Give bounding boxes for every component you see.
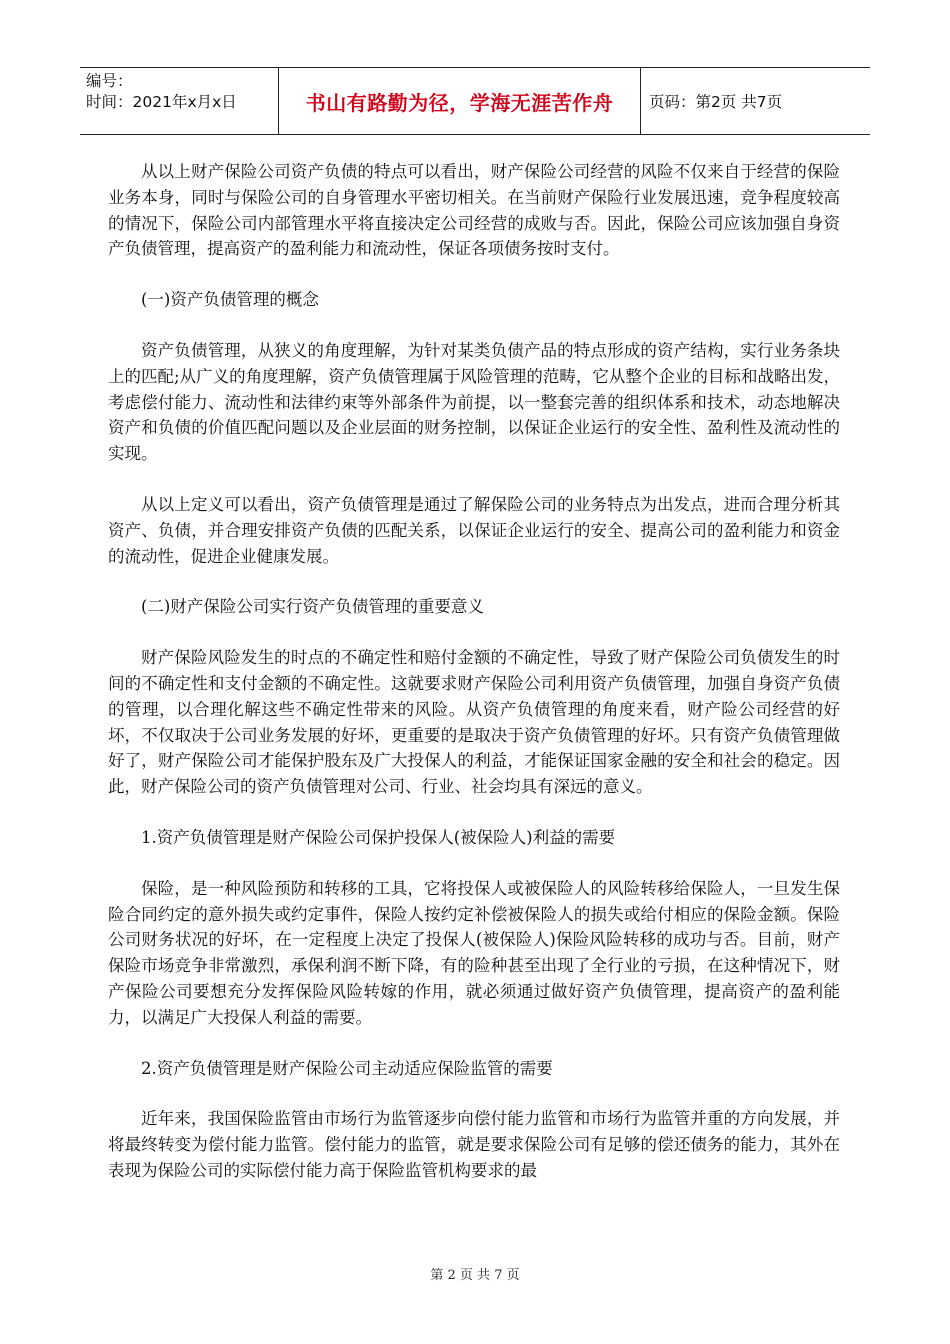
section-heading: (二)财产保险公司实行资产负债管理的重要意义 (141, 597, 484, 617)
document-number: 编号： (86, 72, 133, 90)
paragraph: 从以上定义可以看出，资产负债管理是通过了解保险公司的业务特点为出发点，进而合理分析其资产、负债，并合理安排资产负债的匹配关系，以保证企业运行的安全、提高公司的盈利能力和资金的流动性，促进企业健康发展。 (108, 494, 840, 566)
paragraph: 资产负债管理，从狭义的角度理解，为针对某类负债产品的特点形成的资产结构，实行业务条块上的匹配;从广义的角度理解，资产负债管理属于风险管理的范畴，它从整个企业的目标和战略出发，考虑偿付能力、流动性和法律约束等外部条件为前提，以一整套完善的组织体系和技术，动态地解决资产和负债的价值匹配问题以及企业层面的财务控制，以保证企业运行的安全性、盈利性及流动性的实现。 (108, 340, 840, 464)
page-footer: 第 2 页 共 7 页 (430, 1268, 520, 1283)
section-heading: 1.资产负债管理是财产保险公司保护投保人(被保险人)利益的需要 (141, 827, 616, 847)
header-motto: 书山有路勤为径，学海无涯苦作舟 (278, 68, 641, 134)
paragraph: 保险，是一种风险预防和转移的工具，它将投保人或被保险人的风险转移给保险人，一旦发生保险合同约定的意外损失或约定事件，保险人按约定补偿被保险人的损失或给付相应的保险金额。保险公司财务状况的好坏，在一定程度上决定了投保人(被保险人)保险风险转移的成功与否。目前，财产保险市场竞争非常激烈，承保利润不断下降，有的险种甚至出现了全行业的亏损，在这种情况下，财产保险公司要想充分发挥保险风险转嫁的作用，就必须通过做好资产负债管理，提高资产的盈利能力，以满足广大投保人利益的需要。 (108, 878, 840, 1027)
page-header (80, 67, 870, 135)
document-date: 时间：2021年x月x日 (86, 93, 237, 111)
paragraph: 从以上财产保险公司资产负债的特点可以看出，财产保险公司经营的风险不仅来自于经营的保险业务本身，同时与保险公司的自身管理水平密切相关。在当前财产保险行业发展迅速，竞争程度较高的情况下，保险公司内部管理水平将直接决定公司经营的成败与否。因此，保险公司应该加强自身资产负债管理，提高资产的盈利能力和流动性，保证各项债务按时支付。 (108, 162, 840, 259)
section-heading: 2.资产负债管理是财产保险公司主动适应保险监管的需要 (141, 1058, 553, 1078)
header-page-number: 页码：第2页 共7页 (649, 93, 783, 111)
paragraph: 财产保险风险发生的时点的不确定性和赔付金额的不确定性，导致了财产保险公司负债发生的时间的不确定性和支付金额的不确定性。这就要求财产保险公司利用资产负债管理，加强自身资产负债的管理，以合理化解这些不确定性带来的风险。从资产负债管理的角度来看，财产险公司经营的好坏，不仅取决于公司业务发展的好坏，更重要的是取决于资产负债管理的好坏。只有资产负债管理做好了，财产保险公司才能保护股东及广大投保人的利益，才能保证国家金融的安全和社会的稳定。因此，财产保险公司的资产负债管理对公司、行业、社会均具有深远的意义。 (108, 648, 840, 797)
section-heading: (一)资产负债管理的概念 (141, 290, 319, 310)
document-body (108, 159, 840, 1209)
paragraph: 近年来，我国保险监管由市场行为监管逐步向偿付能力监管和市场行为监管并重的方向发展，并将最终转变为偿付能力监管。偿付能力的监管，就是要求保险公司有足够的偿还债务的能力，其外在表现为保险公司的实际偿付能力高于保险监管机构要求的最 (108, 1109, 840, 1180)
header-meta (80, 68, 278, 134)
